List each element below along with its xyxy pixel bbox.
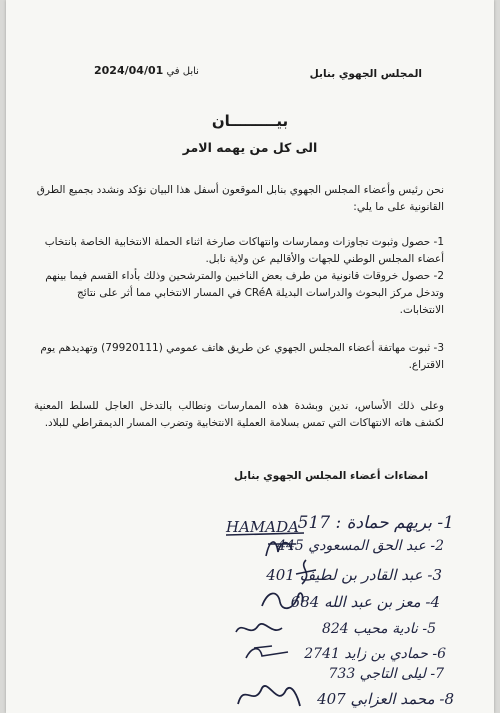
statement-item-2: 2- حصول خروقات قانونية من طرف بعض الناخبين والمترشحين وذلك بأداء القسم فيما بينهم وتدخل مركز البحوث والدراسات البديلة CRéA في المسار الانتخابي مما أثر على نتائج الانتخابات. <box>45 270 444 316</box>
signature-line-1: 1- بريهم حمادة : 517 <box>297 513 454 533</box>
document-title: بيـــــــــان <box>211 112 289 130</box>
signature-line-6: 6- حمادي بن زايد 2741 <box>304 646 446 662</box>
conclusion-paragraph: وعلى ذلك الأساس، ندين وبشدة هذه الممارسات ونطالب بالتدخل العاجل للسلط المعنية لكشف هاته الانتهاكات التي تمس بسلامة العملية الانتخابية وتضرب المسار الديمقراطي للبلاد. <box>34 400 444 429</box>
signature-line-2: 2- عبد الحق المسعودي 445 <box>277 538 444 554</box>
signature-scribble-6 <box>242 642 292 664</box>
signature-line-7: 7- ليلى التاجي 733 <box>328 666 444 682</box>
signature-scribble-8 <box>234 678 304 712</box>
statement-item-3: 3- ثبوت مهاتفة أعضاء المجلس الجهوي عن طريق هاتف عمومي (79920111) وتهديدهم يوم الاقتراع. <box>40 342 444 371</box>
signature-line-8: 8- محمد العزابي 407 <box>317 690 454 708</box>
signature-line-4: 4- معز بن عبد الله 684 <box>290 593 440 611</box>
document-page <box>6 0 494 713</box>
signature-line-5: 5- نادية محيب 824 <box>321 621 436 637</box>
intro-paragraph: نحن رئيس وأعضاء المجلس الجهوي بنابل الموقعون أسفل هذا البيان نؤكد ونشدد بجميع الطرق القانونية على ما يلي: <box>36 184 444 213</box>
statement-item-1: 1- حصول وثبوت تجاوزات وممارسات وانتهاكات صارخة اثناء الحملة الانتخابية الخاصة بانتخاب أعضاء المجلس الوطني للجهات والأقاليم عن ولاية نابل. <box>44 236 444 265</box>
signature-line-3: 3- عبد القادر بن لطيف 401 <box>266 566 442 584</box>
place-label: نابل في <box>166 66 199 77</box>
date-line <box>94 64 199 77</box>
signature-scribble-5 <box>232 618 286 640</box>
organization-name: المجلس الجهوي بنابل <box>309 68 422 80</box>
signatures-heading: امضاءات أعضاء المجلس الجهوي بنابل <box>234 470 428 482</box>
svg-text:HAMADA: HAMADA <box>226 518 299 536</box>
document-subtitle: الى كل من يهمه الامر <box>182 140 318 155</box>
document-date: 2024/04/01 <box>94 64 164 77</box>
